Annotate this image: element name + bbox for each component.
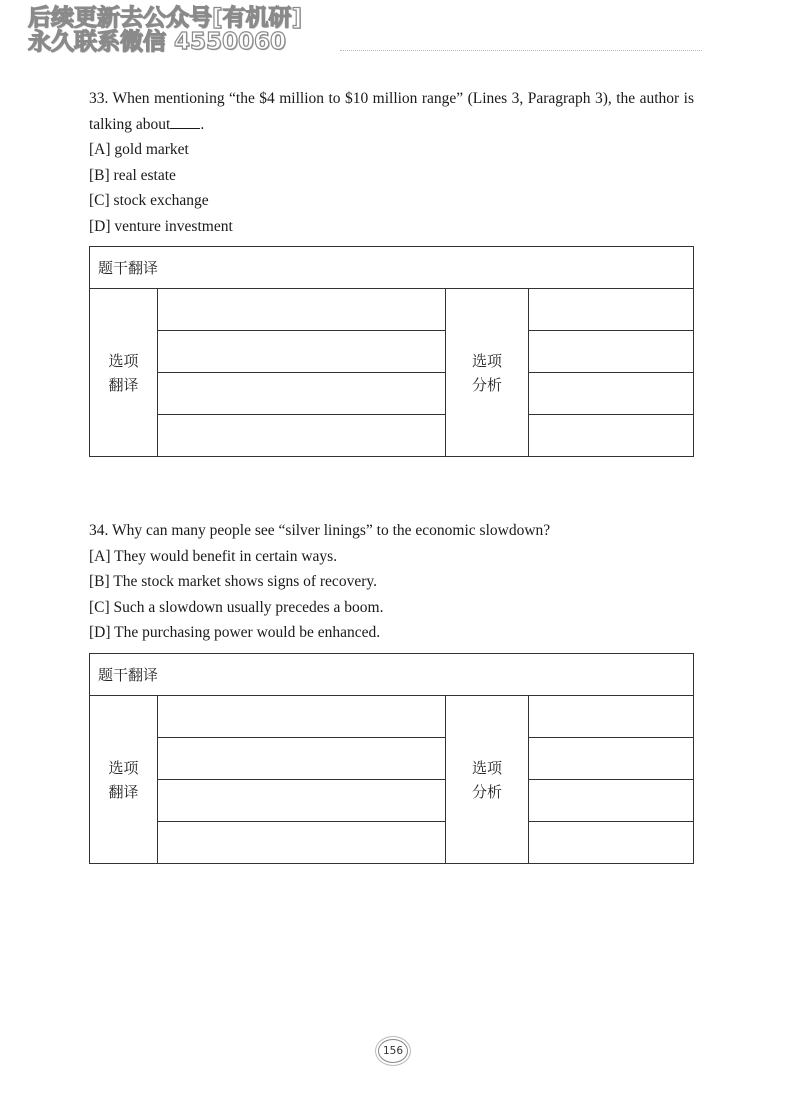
- analysis-cell[interactable]: [529, 331, 694, 373]
- translation-cell[interactable]: [158, 738, 446, 780]
- translation-cell[interactable]: [158, 415, 446, 457]
- option-translation-label-line-2: 翻译: [108, 782, 139, 801]
- option-analysis-label: [446, 696, 529, 864]
- option-a: [A] gold market: [89, 141, 189, 158]
- question-stem-end: .: [200, 115, 205, 133]
- translation-cell[interactable]: [158, 373, 446, 415]
- analysis-cell[interactable]: [529, 780, 694, 822]
- translation-cell[interactable]: [158, 289, 446, 331]
- option-b: [B] The stock market shows signs of recovery.: [89, 573, 377, 590]
- option-d: [D] The purchasing power would be enhanced.: [89, 624, 381, 641]
- option-analysis-label-line-2: 分析: [471, 782, 502, 801]
- translation-cell[interactable]: [158, 822, 446, 864]
- header-divider: [340, 50, 702, 51]
- translation-cell[interactable]: [158, 331, 446, 373]
- option-translation-label-line-1: 选项: [108, 351, 139, 370]
- question-33: [89, 86, 694, 239]
- stem-translation-label: 题干翻译: [90, 247, 694, 289]
- option-analysis-label: [446, 289, 529, 457]
- option-translation-label: [90, 289, 158, 457]
- question-stem-text: 33. When mentioning “the $4 million to $10 million range” (Lines 3, Paragraph 3), the author is talking about: [89, 90, 694, 133]
- translation-cell[interactable]: [158, 696, 446, 738]
- answer-table-33: [89, 246, 694, 457]
- option-translation-label: [90, 696, 158, 864]
- option-analysis-label-line-1: 选项: [471, 758, 502, 777]
- answer-blank: [170, 114, 200, 129]
- option-translation-label-line-1: 选项: [108, 758, 139, 777]
- analysis-cell[interactable]: [529, 738, 694, 780]
- analysis-cell[interactable]: [529, 822, 694, 864]
- analysis-cell[interactable]: [529, 415, 694, 457]
- option-analysis-label-line-1: 选项: [471, 351, 502, 370]
- option-c: [C] Such a slowdown usually precedes a boom.: [89, 598, 384, 616]
- option-a: [A] They would benefit in certain ways.: [89, 547, 338, 565]
- option-b: [B] real estate: [89, 166, 176, 184]
- answer-table-34: [89, 653, 694, 864]
- watermark-line-2: 永久联系微信 4550060: [28, 29, 287, 56]
- question-stem: [89, 518, 694, 544]
- analysis-cell[interactable]: [529, 696, 694, 738]
- watermark-line-1: 后续更新去公众号[有机研]: [28, 5, 303, 31]
- option-translation-label-line-2: 翻译: [108, 375, 139, 394]
- option-d: [D] venture investment: [89, 217, 233, 235]
- question-stem: [89, 86, 694, 137]
- stem-translation-label: 题干翻译: [90, 654, 694, 696]
- question-stem-text: 34. Why can many people see “silver linings” to the economic slowdown?: [89, 522, 551, 539]
- option-analysis-label-line-2: 分析: [471, 375, 502, 394]
- option-c: [C] stock exchange: [89, 192, 209, 209]
- question-34: [89, 518, 694, 646]
- page-number: 156: [378, 1039, 408, 1063]
- watermark: [28, 6, 302, 54]
- analysis-cell[interactable]: [529, 373, 694, 415]
- analysis-cell[interactable]: [529, 289, 694, 331]
- translation-cell[interactable]: [158, 780, 446, 822]
